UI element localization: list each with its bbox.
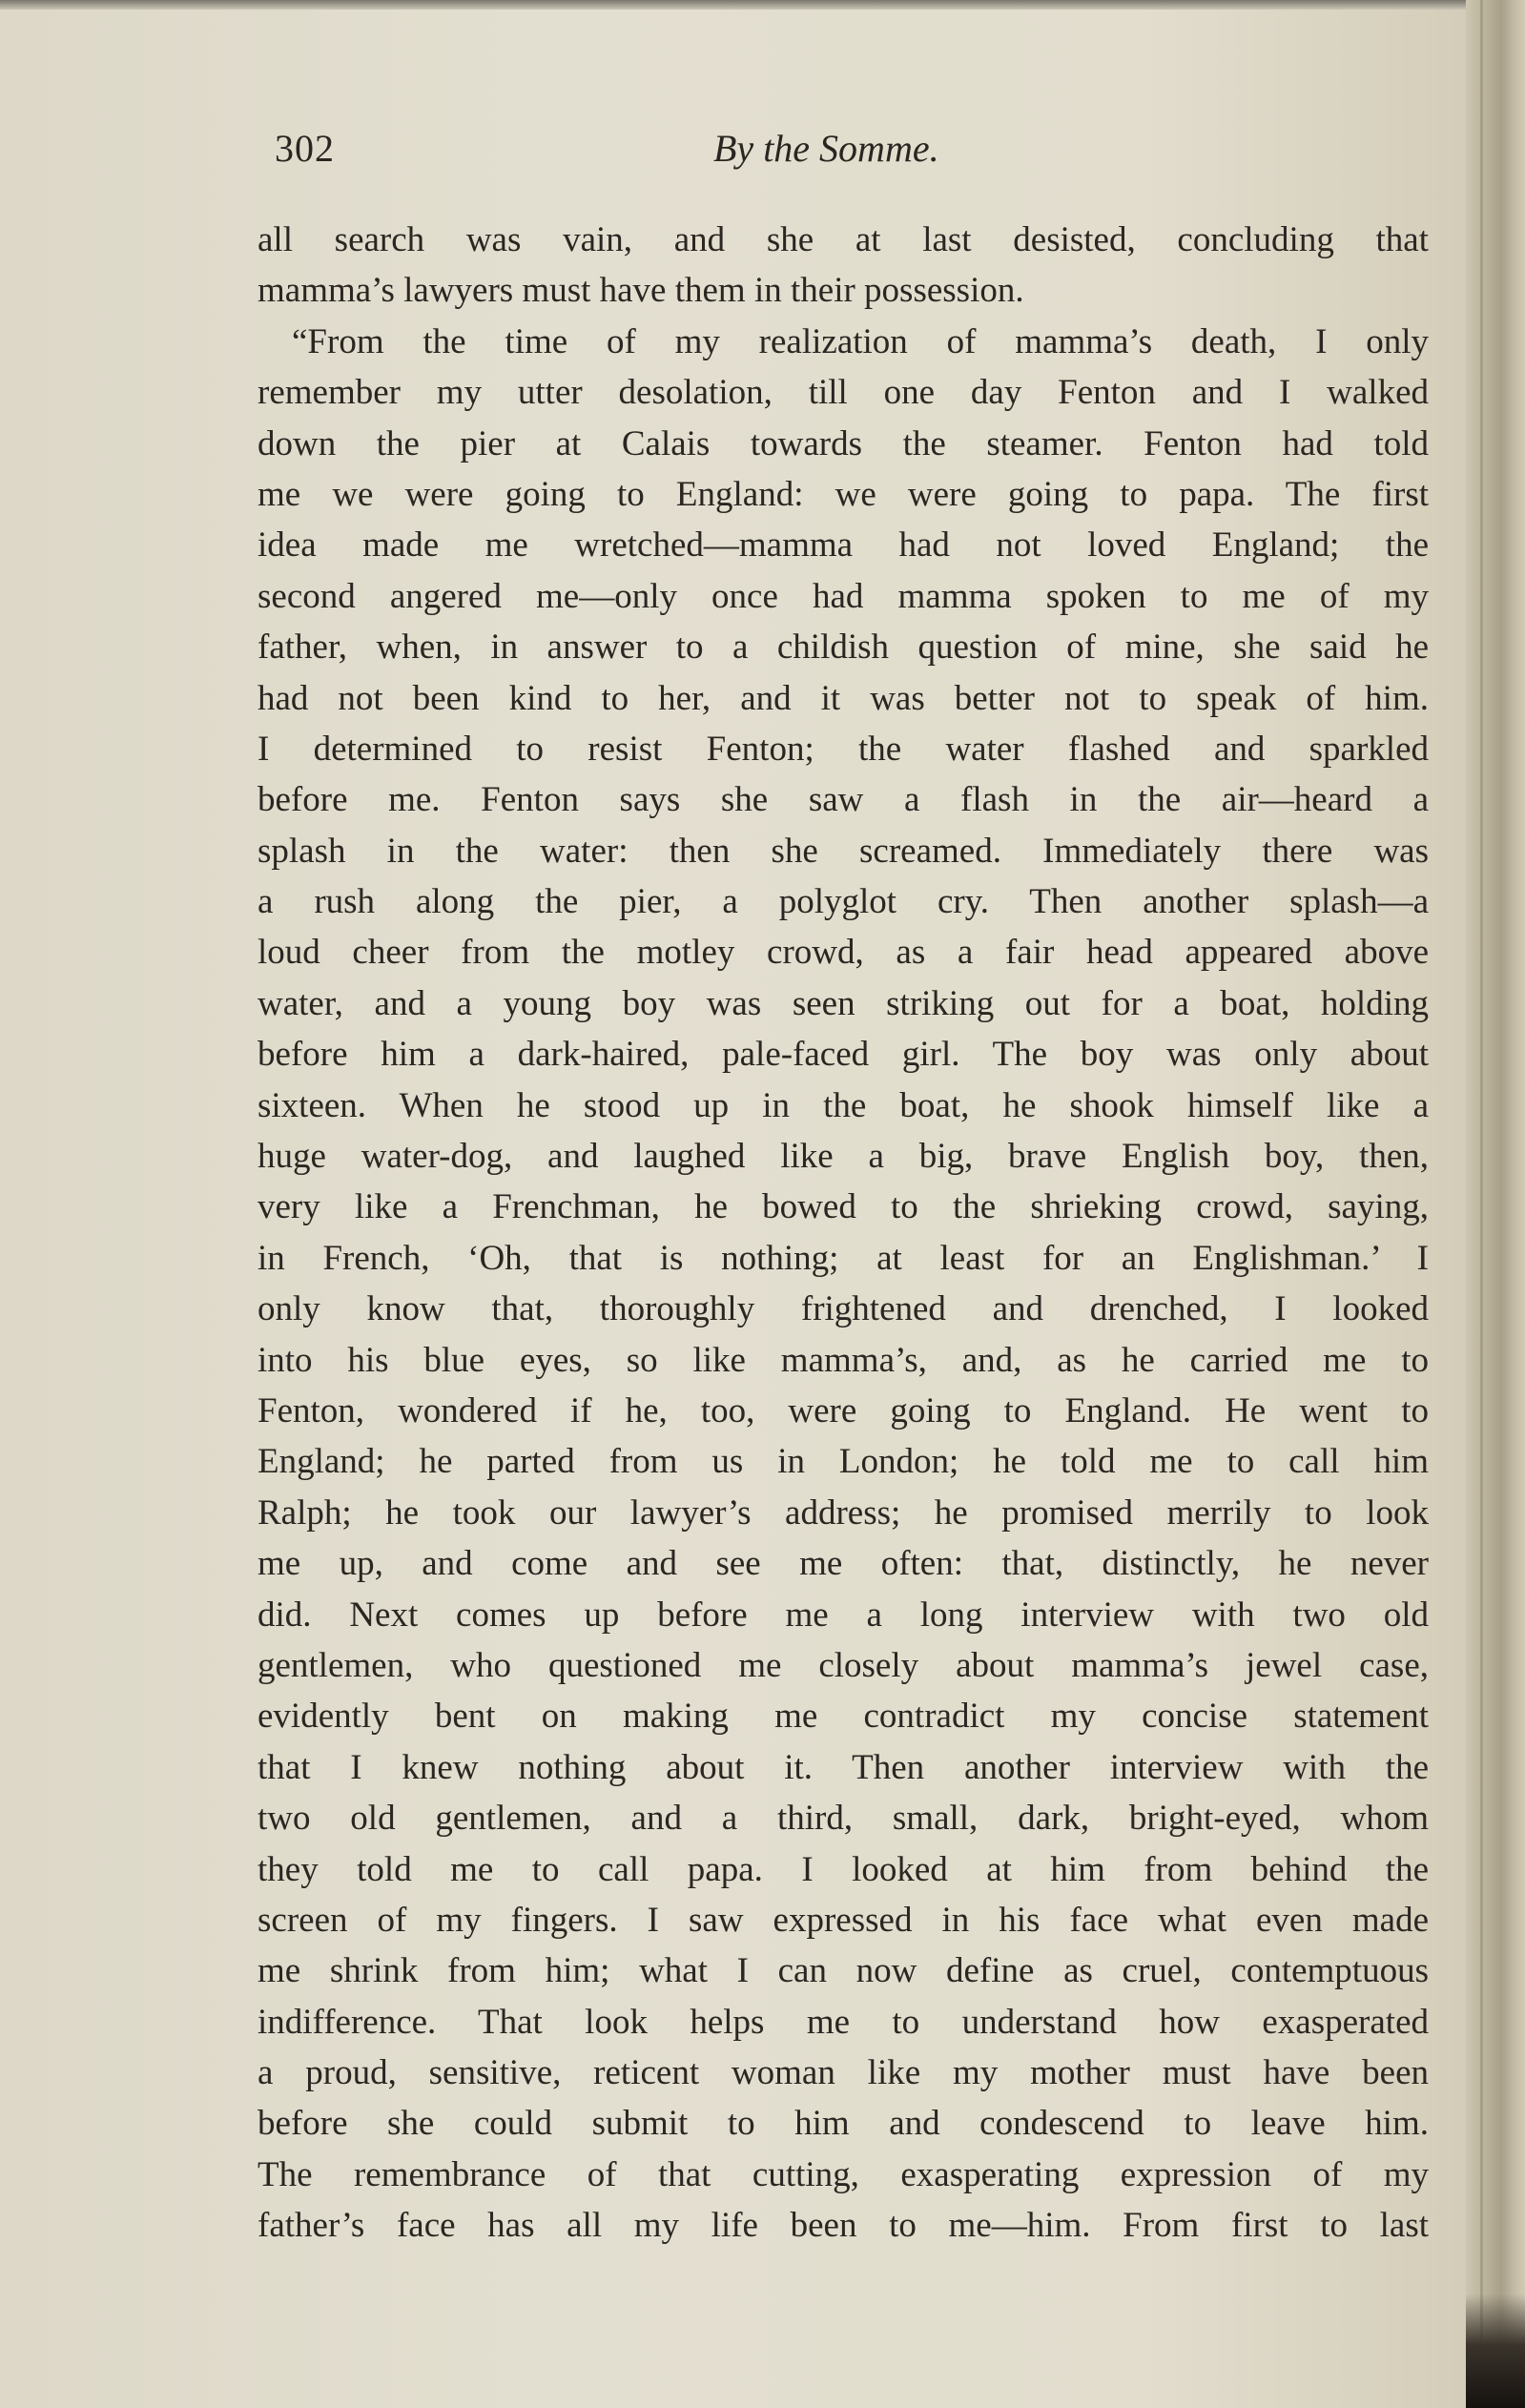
text-line: evidently bent on making me contradict my concise statement [258,1697,1429,1737]
text-line: loud cheer from the motley crowd, as a fair head appeared above [258,933,1429,973]
text-line: Ralph; he took our lawyer’s address; he promised merrily to look [258,1492,1429,1533]
text-line: father, when, in answer to a childish question of mine, she said he [258,628,1429,668]
text-line: huge water-dog, and laughed like a big, brave English boy, then, [258,1137,1429,1177]
text-line: “From the time of my realization of mamma’s death, I only [292,321,1429,361]
text-line: second angered me—only once had mamma spoken to me of my [258,576,1429,616]
text-line: that I knew nothing about it. Then another interview with the [258,1747,1429,1787]
text-line: a rush along the pier, a polyglot cry. Then another splash—a [258,882,1429,922]
text-line: screen of my fingers. I saw expressed in his face what even made [258,1900,1429,1940]
text-line: into his blue eyes, so like mamma’s, and, as he carried me to [258,1340,1429,1380]
text-line: father’s face has all my life been to me—him. From first to last [258,2206,1429,2246]
text-line: did. Next comes up before me a long interview with two old [258,1595,1429,1635]
text-line: they told me to call papa. I looked at him from behind the [258,1849,1429,1889]
text-line: before she could submit to him and condescend to leave him. [258,2104,1429,2144]
page-edge-line [1480,0,1483,2408]
text-line: in French, ‘Oh, that is nothing; at least for an Englishman.’ I [258,1238,1429,1278]
text-line: down the pier at Calais towards the steamer. Fenton had told [258,423,1429,463]
corner-shadow [1466,2294,1525,2408]
text-line: very like a Frenchman, he bowed to the shrieking crowd, saying, [258,1187,1429,1227]
page-edge [1466,0,1525,2408]
text-line: all search was vain, and she at last desisted, concluding that [258,220,1429,259]
text-line: indifference. That look helps me to understand how exasperated [258,2002,1429,2042]
page-header [275,126,1429,183]
text-line: water, and a young boy was seen striking out for a boat, holding [258,983,1429,1023]
text-line: I determined to resist Fenton; the water flashed and sparkled [258,729,1429,769]
running-title: By the Somme. [713,127,939,170]
top-rule [0,0,1488,10]
page-number: 302 [275,127,335,170]
text-line: before me. Fenton says she saw a flash in the air—heard a [258,780,1429,820]
text-line: gentlemen, who questioned me closely about mamma’s jewel case, [258,1645,1429,1685]
text-line: me shrink from him; what I can now define as cruel, contemptuous [258,1951,1429,1991]
text-line: me up, and come and see me often: that, distinctly, he never [258,1544,1429,1584]
text-line: sixteen. When he stood up in the boat, he shook himself like a [258,1085,1429,1125]
body-text [258,215,1429,2252]
text-line: two old gentlemen, and a third, small, dark, bright-eyed, whom [258,1799,1429,1839]
text-line: a proud, sensitive, reticent woman like my mother must have been [258,2053,1429,2093]
text-line: England; he parted from us in London; he told me to call him [258,1442,1429,1482]
text-line: had not been kind to her, and it was better not to speak of him. [258,678,1429,718]
text-line: The remembrance of that cutting, exasperating expression of my [258,2154,1429,2194]
text-line: me we were going to England: we were going to papa. The first [258,474,1429,514]
text-line: Fenton, wondered if he, too, were going to England. He went to [258,1390,1429,1430]
text-line: before him a dark-haired, pale-faced girl. The boy was only about [258,1035,1429,1075]
text-line: only know that, thoroughly frightened and drenched, I looked [258,1289,1429,1329]
text-line: splash in the water: then she screamed. Immediately there was [258,831,1429,871]
text-line: idea made me wretched—mamma had not loved England; the [258,525,1429,566]
text-line: remember my utter desolation, till one day Fenton and I walked [258,373,1429,413]
text-line: mamma’s lawyers must have them in their possession. [258,271,1024,311]
